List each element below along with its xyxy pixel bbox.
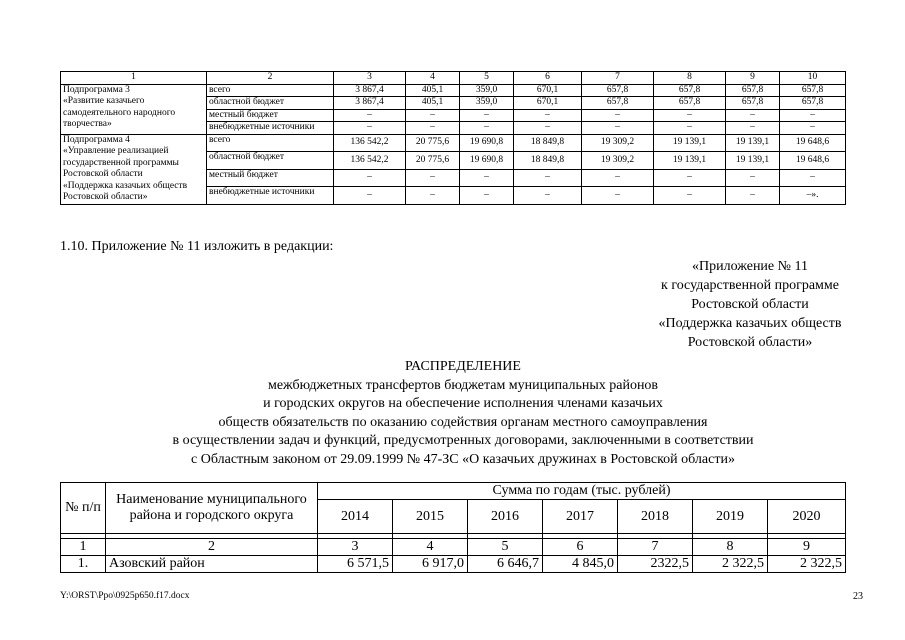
funding-source-label: местный бюджет: [207, 109, 334, 122]
value-cell: 657,8: [780, 97, 846, 110]
index-cell: 6: [543, 539, 618, 556]
index-cell: 5: [468, 539, 543, 556]
value-cell: 670,1: [514, 84, 582, 97]
header-cell: 2: [207, 72, 334, 85]
value-cell: –: [780, 109, 846, 122]
year-header: 2016: [468, 500, 543, 534]
subprogram-name-line: государственной программы: [63, 157, 179, 168]
value-cell: –: [514, 187, 582, 205]
value-cell: –: [406, 122, 460, 135]
value-cell: –: [514, 169, 582, 187]
value-cell: –: [582, 169, 654, 187]
value-cell: –: [726, 187, 780, 205]
value-cell: –: [334, 109, 406, 122]
value-cell: 657,8: [780, 84, 846, 97]
header-cell: 10: [780, 72, 846, 85]
value-cell: –: [654, 109, 726, 122]
upper-budget-table: [60, 71, 846, 205]
table-row: [61, 84, 846, 97]
value-cell: 3 867,4: [334, 97, 406, 110]
title-line: с Областным законом от 29.09.1999 № 47-ЗС «О казачьих дружинах в Ростовской области»: [191, 451, 735, 467]
number-column-header: № п/п: [61, 483, 106, 534]
value-cell: 18 849,8: [514, 152, 582, 170]
value-cell: 19 648,6: [780, 152, 846, 170]
annex-line: Ростовской области: [691, 297, 809, 312]
amendment-paragraph: 1.10. Приложение № 11 изложить в редакции:: [60, 239, 334, 254]
value-cell: 405,1: [406, 97, 460, 110]
index-cell: 7: [618, 539, 693, 556]
funding-source-label: внебюджетные источники: [207, 187, 334, 205]
value-cell: 670,1: [514, 97, 582, 110]
value-cell: 359,0: [460, 97, 514, 110]
value-cell: 19 139,1: [726, 134, 780, 152]
index-cell: 3: [318, 539, 393, 556]
subprogram-name-line: самодеятельного народного: [63, 107, 176, 118]
subprogram-name-line: Ростовской области»: [63, 192, 148, 202]
value-cell: 657,8: [654, 97, 726, 110]
title-line: обществ обязательств по оказанию содействия органам местного самоуправления: [218, 414, 708, 430]
header-cell: 8: [654, 72, 726, 85]
value-cell: –: [780, 122, 846, 135]
value-cell: 19 139,1: [726, 152, 780, 170]
index-cell: 9: [768, 539, 846, 556]
annex-line: «Поддержка казачьих обществ: [658, 316, 842, 331]
district-name: Азовский район: [106, 556, 318, 573]
value-cell: –: [334, 169, 406, 187]
table-row: [61, 556, 846, 573]
year-header: 2017: [543, 500, 618, 534]
value-cell: –».: [780, 187, 846, 205]
value-cell: 20 775,6: [406, 152, 460, 170]
funding-source-label: местный бюджет: [207, 169, 334, 187]
footer-file-path: Y:\ORST\Ppo\0925p650.f17.docx: [60, 591, 190, 601]
value-cell: 19 139,1: [654, 152, 726, 170]
value-cell: 19 690,8: [460, 134, 514, 152]
value-cell: –: [334, 187, 406, 205]
subprogram-name-line: Ростовской области: [63, 169, 143, 179]
value-cell: –: [654, 122, 726, 135]
distribution-table: [60, 482, 846, 573]
value-cell: –: [726, 109, 780, 122]
document-title: [60, 358, 866, 469]
header-cell: 9: [726, 72, 780, 85]
index-cell: 1: [61, 539, 106, 556]
value-cell: –: [460, 122, 514, 135]
year-header: 2014: [318, 500, 393, 534]
value-cell: 657,8: [582, 97, 654, 110]
annex-heading: [640, 257, 860, 352]
index-cell: 8: [693, 539, 768, 556]
value-cell: 657,8: [654, 84, 726, 97]
value-cell: 4 845,0: [543, 556, 618, 573]
value-cell: 19 309,2: [582, 134, 654, 152]
header-cell: 6: [514, 72, 582, 85]
annex-line: Ростовской области»: [687, 335, 813, 350]
value-cell: 405,1: [406, 84, 460, 97]
funding-source-label: всего: [207, 84, 334, 97]
value-cell: –: [582, 187, 654, 205]
value-cell: –: [514, 122, 582, 135]
subprogram-name-line: Подпрограмма 4: [63, 134, 130, 145]
year-header: 2015: [393, 500, 468, 534]
value-cell: –: [726, 122, 780, 135]
funding-source-label: областной бюджет: [207, 152, 334, 170]
value-cell: 6 917,0: [393, 556, 468, 573]
header-cell: 7: [582, 72, 654, 85]
value-cell: –: [460, 169, 514, 187]
year-header: 2019: [693, 500, 768, 534]
funding-source-label: областной бюджет: [207, 97, 334, 110]
table-header-row: [61, 483, 846, 500]
value-cell: 6 571,5: [318, 556, 393, 573]
upper-table-header-row: [61, 72, 846, 85]
value-cell: 19 690,8: [460, 152, 514, 170]
value-cell: –: [460, 187, 514, 205]
funding-source-label: внебюджетные источники: [207, 122, 334, 135]
header-cell: 1: [61, 72, 207, 85]
header-cell: 5: [460, 72, 514, 85]
value-cell: 3 867,4: [334, 84, 406, 97]
value-cell: 2322,5: [618, 556, 693, 573]
index-cell: 4: [393, 539, 468, 556]
subprogram-name: [61, 84, 207, 134]
title-line: РАСПРЕДЕЛЕНИЕ: [405, 359, 521, 374]
year-header: 2020: [768, 500, 846, 534]
value-cell: –: [460, 109, 514, 122]
header-cell: 4: [406, 72, 460, 85]
subprogram-name-line: «Управление реализацией: [63, 146, 169, 156]
column-index-row: [61, 539, 846, 556]
value-cell: 657,8: [726, 84, 780, 97]
title-line: межбюджетных трансфертов бюджетам муниципальных районов: [267, 377, 659, 393]
table-row: [61, 134, 846, 152]
header-cell: 3: [334, 72, 406, 85]
year-header: 2018: [618, 500, 693, 534]
value-cell: 359,0: [460, 84, 514, 97]
value-cell: –: [406, 169, 460, 187]
page-number: 23: [853, 591, 863, 602]
title-line: в осуществлении задач и функций, предусмотренных договорами, заключенными в соответствии: [172, 433, 754, 448]
value-cell: –: [406, 109, 460, 122]
value-cell: –: [334, 122, 406, 135]
value-cell: –: [780, 169, 846, 187]
index-cell: 2: [106, 539, 318, 556]
value-cell: 19 309,2: [582, 152, 654, 170]
value-cell: 2 322,5: [768, 556, 846, 573]
subprogram-name-line: творчества»: [63, 119, 112, 129]
subprogram-name-line: «Поддержка казачьих обществ: [63, 180, 188, 191]
value-cell: –: [514, 109, 582, 122]
row-number: 1.: [61, 556, 106, 573]
funding-source-label: всего: [207, 134, 334, 152]
value-cell: –: [654, 169, 726, 187]
name-column-header: Наименование муниципального района и городского округа: [106, 483, 318, 534]
title-line: и городских округов на обеспечение исполнения членами казачьих: [263, 396, 663, 411]
value-cell: 657,8: [582, 84, 654, 97]
value-cell: 20 775,6: [406, 134, 460, 152]
subprogram-3-rows: [61, 84, 846, 134]
subprogram-name-line: «Развитие казачьего: [63, 96, 145, 106]
value-cell: 18 849,8: [514, 134, 582, 152]
value-cell: –: [406, 187, 460, 205]
subprogram-4-rows: [61, 134, 846, 204]
value-cell: 19 139,1: [654, 134, 726, 152]
value-cell: –: [726, 169, 780, 187]
value-cell: 6 646,7: [468, 556, 543, 573]
subprogram-name-line: Подпрограмма 3: [63, 84, 130, 95]
value-cell: 19 648,6: [780, 134, 846, 152]
value-cell: 136 542,2: [334, 134, 406, 152]
value-cell: 136 542,2: [334, 152, 406, 170]
value-cell: –: [582, 122, 654, 135]
value-cell: –: [654, 187, 726, 205]
value-cell: –: [582, 109, 654, 122]
annex-line: «Приложение № 11: [692, 259, 808, 274]
value-cell: 657,8: [726, 97, 780, 110]
sum-column-header: Сумма по годам (тыс. рублей): [318, 483, 846, 500]
value-cell: 2 322,5: [693, 556, 768, 573]
subprogram-name: [61, 134, 207, 204]
annex-line: к государственной программе: [661, 278, 839, 293]
